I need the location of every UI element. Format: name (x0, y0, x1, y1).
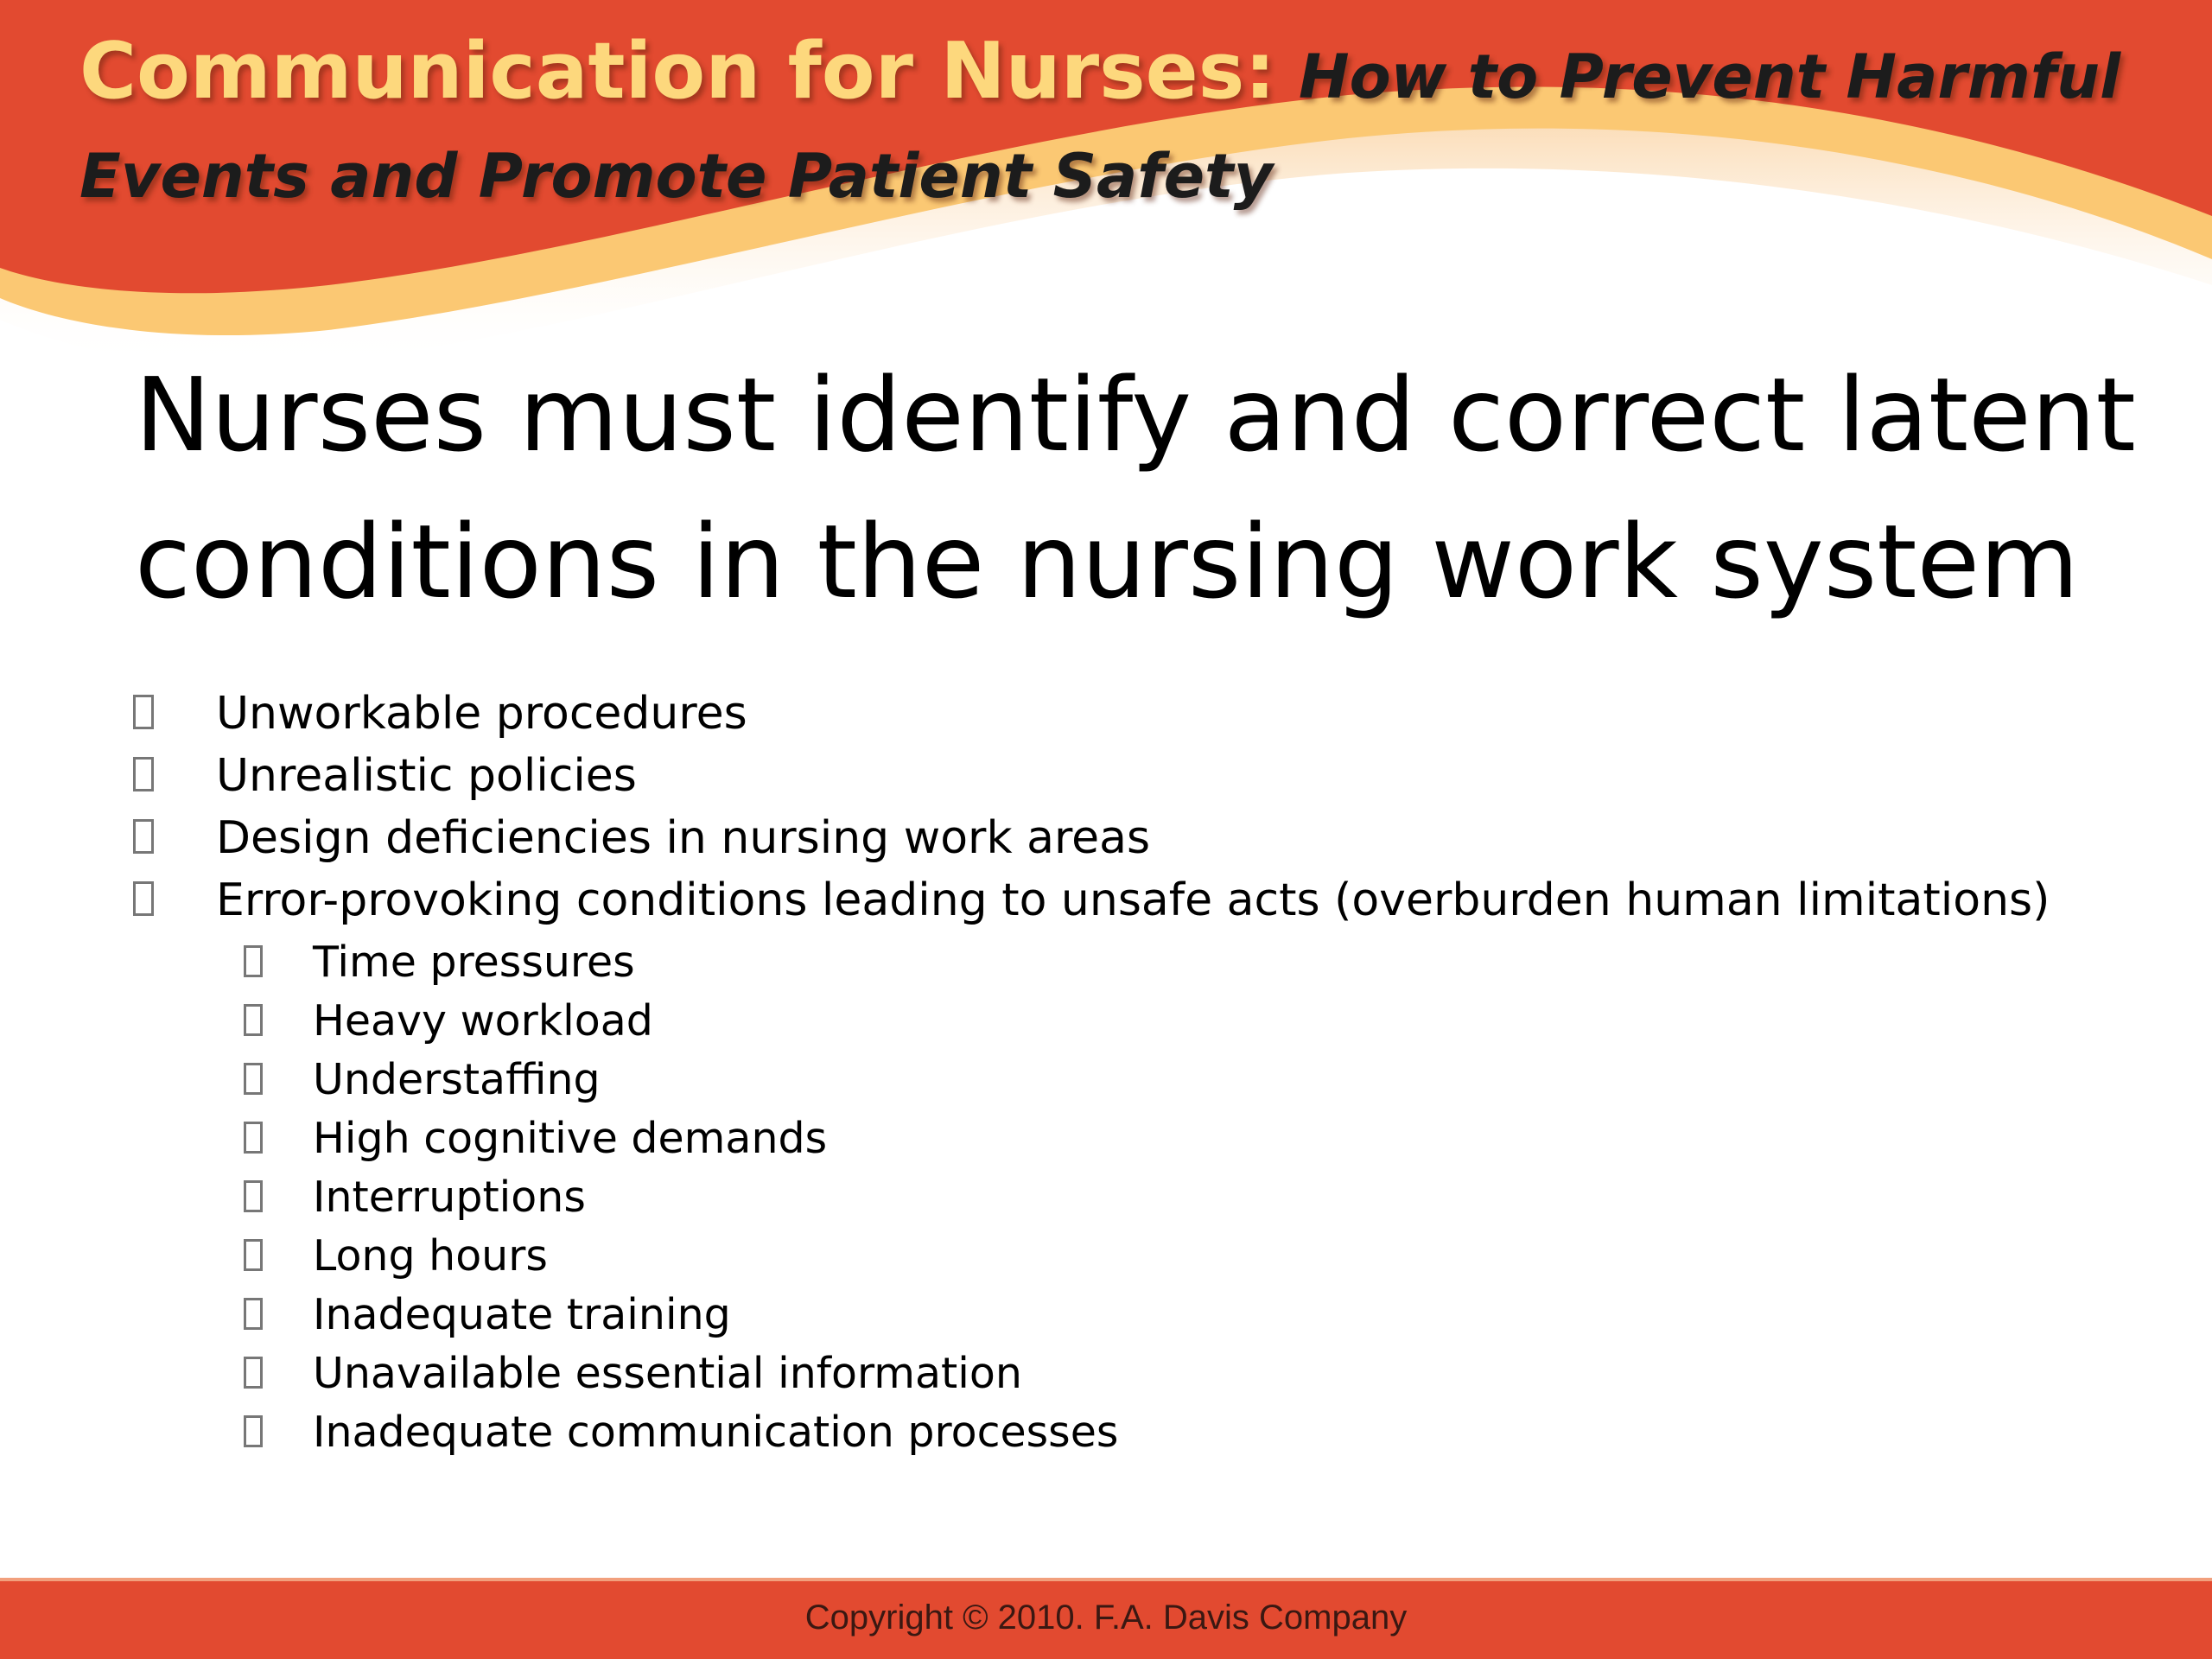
checkbox-bullet-icon (244, 1357, 263, 1389)
sub-bullet-text: Heavy workload (313, 996, 653, 1046)
footer-bar (0, 1578, 2212, 1659)
banner-title-main: Communication for Nurses: (79, 26, 1276, 117)
checkbox-bullet-icon (133, 695, 154, 729)
checkbox-bullet-icon (133, 757, 154, 791)
sub-bullet-text: Long hours (313, 1231, 548, 1281)
sub-bullet-text: Understaffing (313, 1055, 601, 1104)
sub-bullet-text: Inadequate training (313, 1290, 731, 1339)
checkbox-bullet-icon (244, 1122, 263, 1154)
bullet-text: Unrealistic policies (216, 750, 637, 802)
checkbox-bullet-icon (133, 819, 154, 854)
banner-title-sub: How to Prevent Harmful Events and Promote Patient Safety (79, 41, 2121, 212)
sub-bullet-text: Unavailable essential information (313, 1349, 1022, 1398)
checkbox-bullet-icon (244, 1415, 263, 1447)
banner-title (79, 24, 2171, 224)
checkbox-bullet-icon (133, 881, 154, 916)
slide-heading: Nurses must identify and correct latent conditions in the nursing work system (135, 355, 2136, 621)
sub-bullet-text: High cognitive demands (313, 1114, 828, 1163)
sub-bullet-text: Time pressures (313, 938, 635, 987)
copyright-text: Copyright © 2010. F.A. Davis Company (804, 1599, 1408, 1637)
checkbox-bullet-icon (244, 1180, 263, 1212)
sub-bullet-text: Interruptions (313, 1173, 586, 1222)
bullet-text: Unworkable procedures (216, 688, 747, 740)
bullet-text: Design deficiencies in nursing work areas (216, 812, 1151, 864)
checkbox-bullet-icon (244, 1239, 263, 1271)
bullet-text: Error-provoking conditions leading to unsafe acts (overburden human limitations) (216, 874, 2050, 926)
checkbox-bullet-icon (244, 1063, 263, 1095)
checkbox-bullet-icon (244, 945, 263, 977)
checkbox-bullet-icon (244, 1004, 263, 1036)
checkbox-bullet-icon (244, 1298, 263, 1330)
sub-bullet-text: Inadequate communication processes (313, 1408, 1119, 1457)
